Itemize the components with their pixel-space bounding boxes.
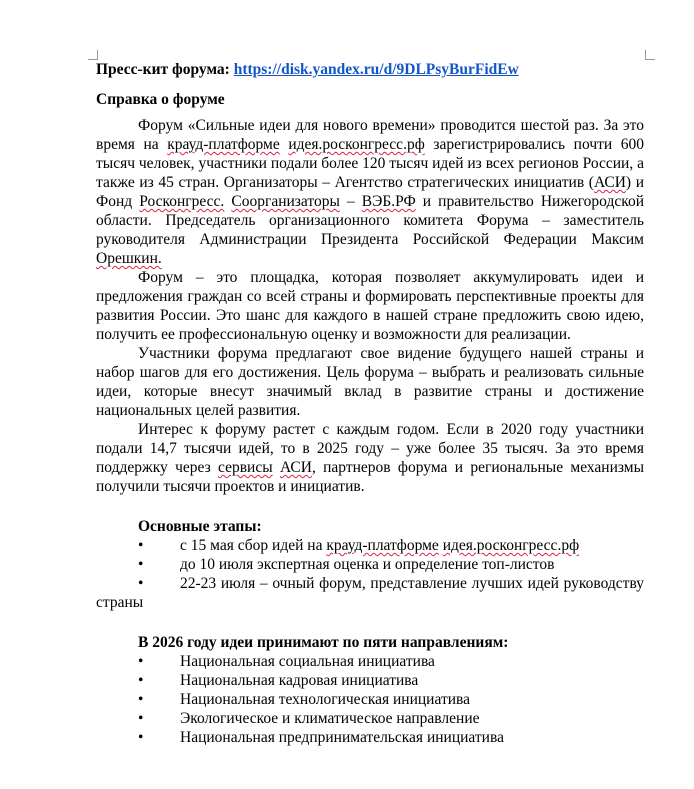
bullet-icon: • bbox=[138, 556, 144, 573]
list-item bbox=[96, 652, 644, 671]
spellcheck-word: идея.росконгресс.рф bbox=[442, 537, 580, 554]
paragraph-1 bbox=[96, 116, 644, 268]
list-item bbox=[96, 671, 644, 690]
list-item bbox=[96, 728, 644, 747]
presskit-link[interactable]: https://disk.yandex.ru/d/9DLPsyBurFidEw bbox=[233, 61, 519, 78]
spellcheck-word: АСИ bbox=[279, 459, 312, 476]
text: Форум «Сильные идеи для нового времени» проводится шестой раз. За это время на bbox=[96, 117, 644, 153]
bullet-icon: • bbox=[138, 710, 144, 727]
directions-list bbox=[96, 652, 644, 747]
bullet-icon: • bbox=[138, 537, 144, 554]
stages-title: Основные этапы: bbox=[138, 518, 262, 535]
bullet-icon: • bbox=[138, 575, 144, 592]
bullet-icon: • bbox=[138, 672, 144, 689]
text: 22-23 июля – очный форум, представление лучших идей руководству страны bbox=[96, 575, 644, 611]
list-item bbox=[96, 555, 644, 574]
text: Национальная кадровая инициатива bbox=[180, 672, 419, 689]
text bbox=[273, 459, 280, 476]
text: с 15 мая сбор идей на bbox=[180, 537, 327, 554]
text: Национальная предпринимательская инициатива bbox=[180, 729, 504, 746]
bullet-icon: • bbox=[138, 729, 144, 746]
directions-title: В 2026 году идеи принимают по пяти направлениям: bbox=[138, 634, 509, 651]
paragraph-4 bbox=[96, 420, 644, 496]
bullet-icon: • bbox=[138, 691, 144, 708]
list-item bbox=[96, 690, 644, 709]
text: до 10 июля экспертная оценка и определение топ-листов bbox=[180, 556, 555, 573]
text: Национальная технологическая инициатива bbox=[180, 691, 471, 708]
text: Национальная социальная инициатива bbox=[180, 653, 435, 670]
spellcheck-word: Росконгресс. bbox=[139, 193, 225, 210]
spellcheck-word: крауд-платформе bbox=[167, 136, 280, 153]
list-item bbox=[96, 536, 644, 555]
text: – bbox=[339, 193, 362, 210]
spellcheck-word: АСИ bbox=[593, 174, 626, 191]
spellcheck-word: сервисы bbox=[218, 459, 273, 476]
spellcheck-word: Соорганизаторы bbox=[231, 193, 340, 210]
text: Экологическое и климатическое направление bbox=[180, 710, 480, 727]
document-body bbox=[96, 60, 644, 747]
list-item bbox=[96, 709, 644, 728]
bullet-icon: • bbox=[138, 653, 144, 670]
text: ) и Фонд bbox=[96, 174, 644, 210]
spellcheck-word: крауд-платформе bbox=[326, 537, 439, 554]
spellcheck-word: Орешкин. bbox=[96, 250, 162, 267]
list-item bbox=[96, 574, 644, 612]
text: и правительство Нижегородской области. Председатель организационного комитета Форума – заместитель руководителя Администрации Президента Российской Федерации Максим bbox=[96, 193, 645, 248]
spellcheck-word: идея.росконгресс.рф bbox=[288, 136, 425, 153]
presskit-label: Пресс-кит форума: bbox=[96, 61, 230, 78]
text: , партнеров форума и региональные механизмы получили тысячи проектов и инициатив. bbox=[96, 459, 645, 495]
margin-corner-mark-right bbox=[645, 50, 655, 60]
presskit-line bbox=[96, 60, 644, 79]
paragraph-3: Участники форума предлагают свое видение будущего нашей страны и набор шагов для его достижения. Цель форума – выбрать и реализовать сильные идеи, которые внесут значимый вклад в развитие страны и достижение национальных целей развития. bbox=[96, 345, 644, 419]
section-heading: Справка о форуме bbox=[96, 91, 225, 108]
paragraph-2: Форум – это площадка, которая позволяет аккумулировать идеи и предложения граждан со всей страны и формировать перспективные проекты для развития России. Это шанс для каждого в нашей стране предложить свою идею, получить ее профессиональную оценку и возможности для реализации. bbox=[96, 269, 644, 343]
text: зарегистрировались почти 600 тысяч человек, участники подали более 120 тысяч идей из всех регионов России, а также из 45 стран. Организаторы – Агентство стратегических инициатив ( bbox=[96, 136, 645, 191]
spellcheck-word: ВЭБ.РФ bbox=[361, 193, 416, 210]
stages-list bbox=[96, 536, 644, 612]
margin-corner-mark-left bbox=[88, 50, 98, 60]
text: Интерес к форуму растет с каждым годом. Если в 2020 году участники подали 14,7 тысячи идей, то в 2025 году – уже более 35 тысяч. За это время поддержку через bbox=[96, 421, 644, 476]
